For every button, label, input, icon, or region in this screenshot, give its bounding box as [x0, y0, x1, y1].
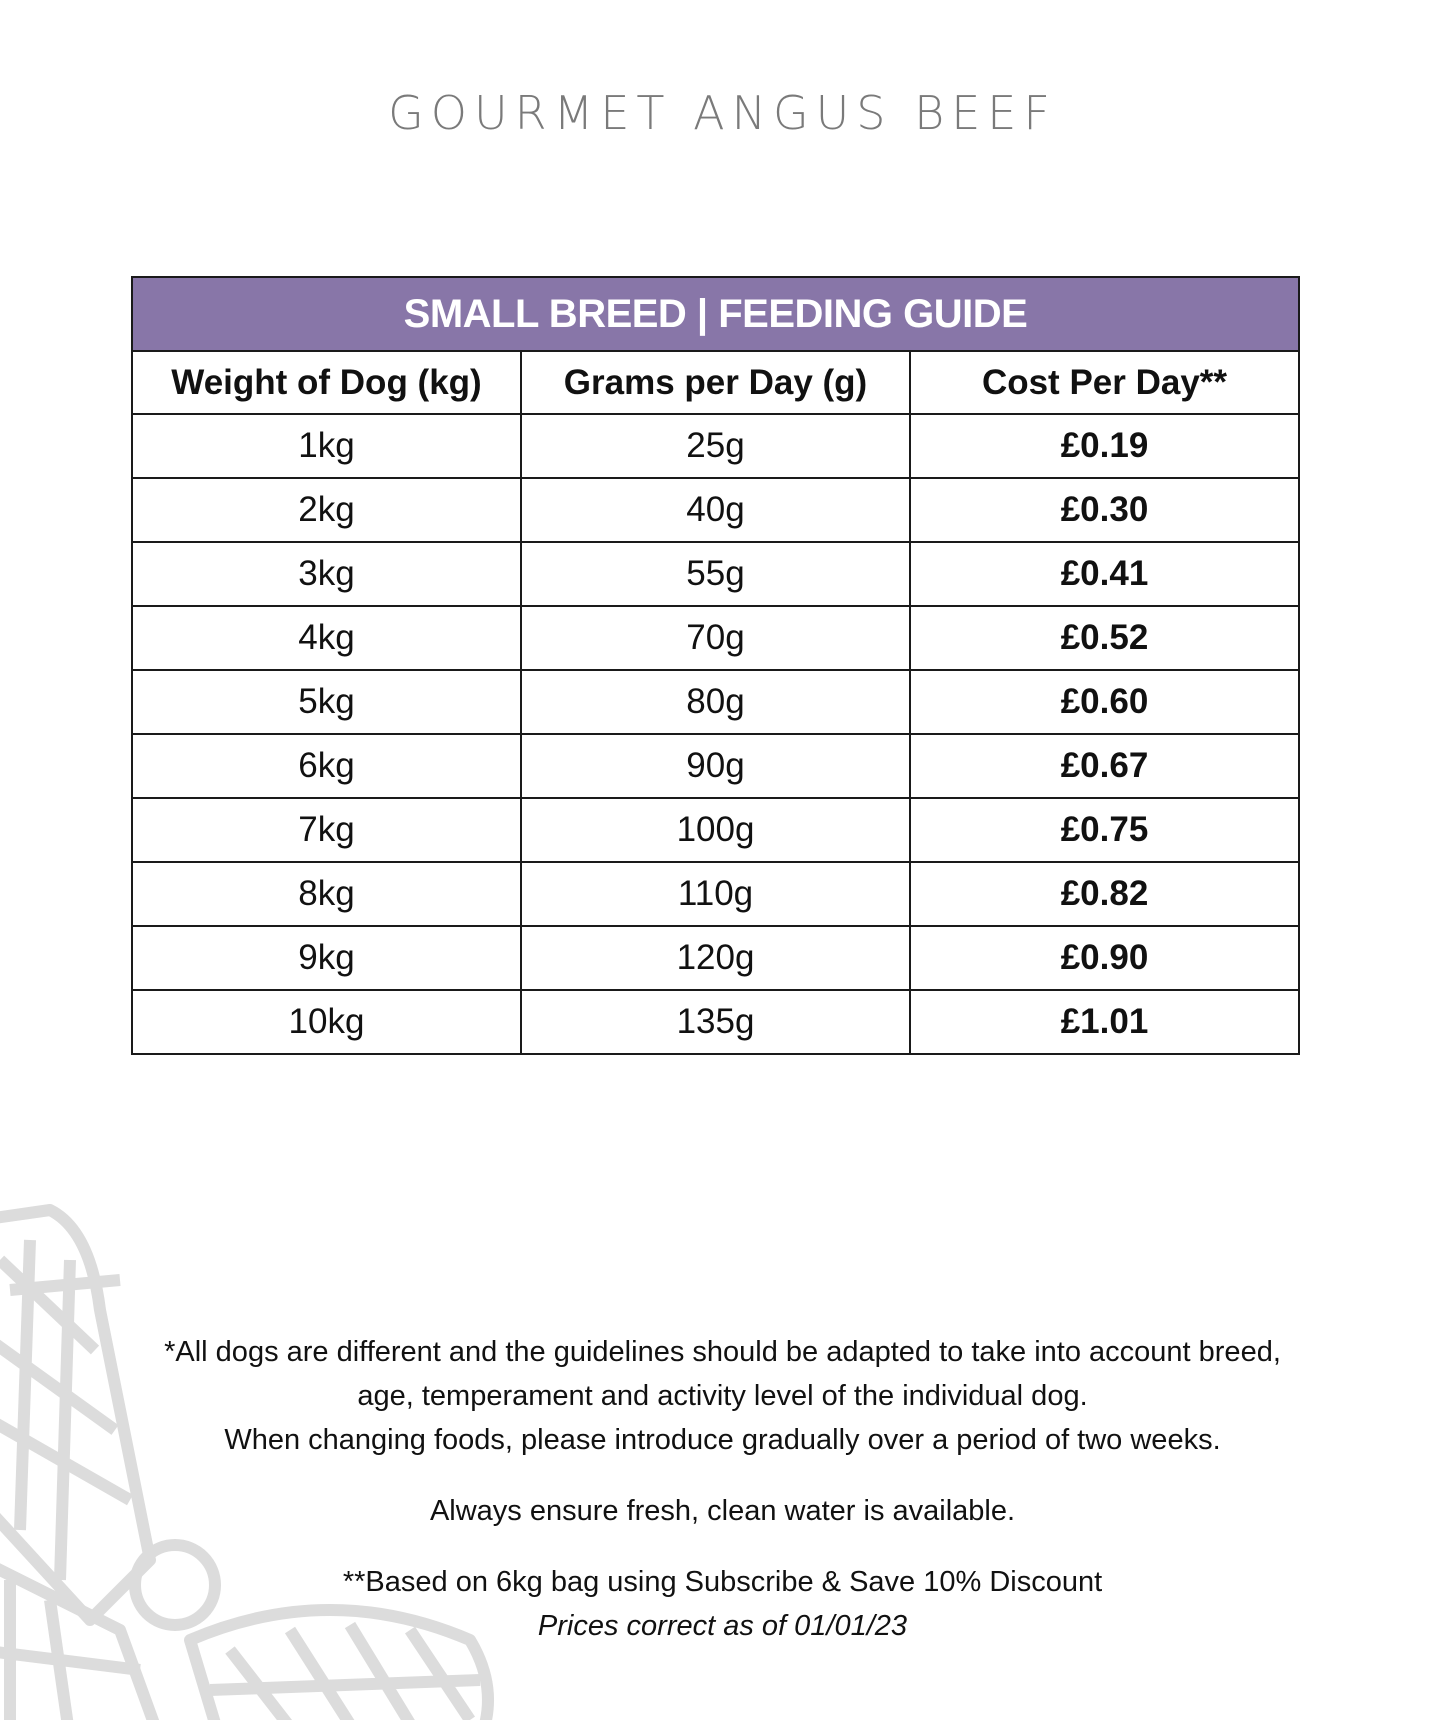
grams-cell: 135g	[521, 990, 910, 1054]
table-row	[132, 862, 1299, 926]
weight-cell: 6kg	[132, 734, 521, 798]
table-row	[132, 926, 1299, 990]
table-row	[132, 478, 1299, 542]
weight-cell: 4kg	[132, 606, 521, 670]
column-header-weight: Weight of Dog (kg)	[132, 351, 521, 414]
cost-cell: £0.67	[910, 734, 1299, 798]
weight-cell: 1kg	[132, 414, 521, 478]
weight-cell: 5kg	[132, 670, 521, 734]
grams-cell: 110g	[521, 862, 910, 926]
grams-cell: 100g	[521, 798, 910, 862]
weight-cell: 7kg	[132, 798, 521, 862]
grams-cell: 55g	[521, 542, 910, 606]
feeding-guide-table	[131, 276, 1300, 1055]
column-header-grams: Grams per Day (g)	[521, 351, 910, 414]
grams-cell: 40g	[521, 478, 910, 542]
table-row	[132, 606, 1299, 670]
weight-cell: 2kg	[132, 478, 521, 542]
cost-cell: £0.82	[910, 862, 1299, 926]
note-guidelines-line2: age, temperament and activity level of the individual dog.	[357, 1380, 1088, 1412]
note-guidelines-line1: *All dogs are different and the guidelines should be adapted to take into account breed,	[164, 1336, 1281, 1368]
note-based-on: **Based on 6kg bag using Subscribe & Save 10% Discount	[342, 1566, 1103, 1598]
cost-cell: £0.52	[910, 606, 1299, 670]
grams-cell: 80g	[521, 670, 910, 734]
table-row	[132, 798, 1299, 862]
weight-cell: 3kg	[132, 542, 521, 606]
note-changing-foods: When changing foods, please introduce gradually over a period of two weeks.	[224, 1424, 1221, 1456]
weight-cell: 10kg	[132, 990, 521, 1054]
footnotes	[0, 1330, 1445, 1648]
weight-cell: 8kg	[132, 862, 521, 926]
table-row	[132, 414, 1299, 478]
grams-cell: 70g	[521, 606, 910, 670]
grams-cell: 90g	[521, 734, 910, 798]
page-title: GOURMET ANGUS BEEF	[388, 86, 1057, 140]
grams-cell: 25g	[521, 414, 910, 478]
cost-cell: £1.01	[910, 990, 1299, 1054]
cost-cell: £0.30	[910, 478, 1299, 542]
grams-cell: 120g	[521, 926, 910, 990]
feeding-guide-banner: SMALL BREED | FEEDING GUIDE	[132, 277, 1299, 351]
cost-cell: £0.75	[910, 798, 1299, 862]
column-header-cost: Cost Per Day**	[910, 351, 1299, 414]
table-row	[132, 542, 1299, 606]
note-prices-correct: Prices correct as of 01/01/23	[537, 1610, 908, 1642]
cost-cell: £0.60	[910, 670, 1299, 734]
table-row	[132, 670, 1299, 734]
cost-cell: £0.90	[910, 926, 1299, 990]
table-row	[132, 734, 1299, 798]
cost-cell: £0.19	[910, 414, 1299, 478]
cost-cell: £0.41	[910, 542, 1299, 606]
note-water: Always ensure fresh, clean water is available.	[429, 1495, 1016, 1527]
table-row	[132, 990, 1299, 1054]
weight-cell: 9kg	[132, 926, 521, 990]
